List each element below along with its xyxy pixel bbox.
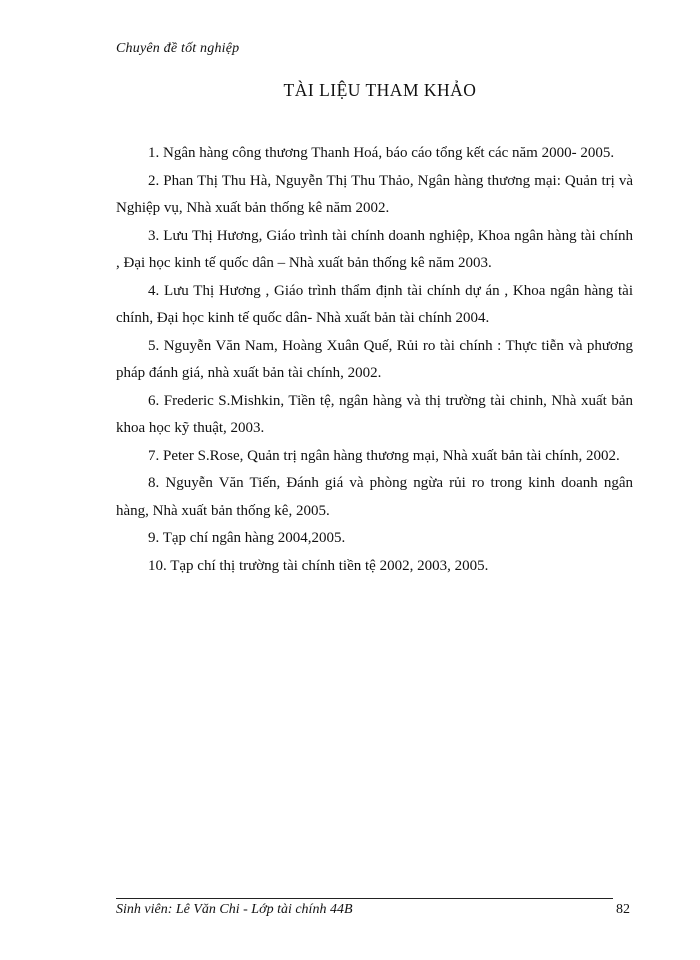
footer-divider <box>116 898 613 899</box>
running-header: Chuyên đề tốt nghiệp <box>116 41 240 56</box>
page-number: 82 <box>616 902 630 917</box>
page-title: TÀI LIỆU THAM KHẢO <box>283 80 477 100</box>
reference-item-6: 6. Frederic S.Mishkin, Tiền tệ, ngân hàng và thị trường tài chinh, Nhà xuất bản khoa học kỹ thuật, 2003. <box>116 392 633 436</box>
reference-list <box>116 140 633 580</box>
reference-item-8: 8. Nguyễn Văn Tiến, Đánh giá và phòng ngừa rủi ro trong kinh doanh ngân hàng, Nhà xuất bản thống kê, 2005. <box>116 475 633 519</box>
reference-item-1: 1. Ngân hàng công thương Thanh Hoá, báo cáo tổng kết các năm 2000- 2005. <box>148 145 615 161</box>
footer-student-line: Sinh viên: Lê Văn Chi - Lớp tài chính 44B <box>116 902 353 917</box>
reference-item-4: 4. Lưu Thị Hương , Giáo trình thẩm định tài chính dự án , Khoa ngân hàng tài chính, Đại học kinh tế quốc dân- Nhà xuất bản tài chính 2004. <box>116 282 633 326</box>
reference-item-7: 7. Peter S.Rose, Quản trị ngân hàng thương mại, Nhà xuất bản tài chính, 2002. <box>148 447 620 464</box>
reference-item-3: 3. Lưu Thị Hương, Giáo trình tài chính doanh nghiệp, Khoa ngân hàng tài chính , Đại học kinh tế quốc dân – Nhà xuất bản thống kê năm 2003. <box>116 227 633 271</box>
reference-item-9: 9. Tạp chí ngân hàng 2004,2005. <box>148 530 346 546</box>
reference-item-10: 10. Tạp chí thị trường tài chính tiền tệ 2002, 2003, 2005. <box>148 557 489 574</box>
reference-item-5: 5. Nguyễn Văn Nam, Hoàng Xuân Quế, Rủi ro tài chính : Thực tiễn và phương pháp đánh giá, nhà xuất bản tài chính, 2002. <box>116 337 633 381</box>
reference-item-2: 2. Phan Thị Thu Hà, Nguyễn Thị Thu Thảo, Ngân hàng thương mại: Quản trị và Nghiệp vụ, Nhà xuất bản thống kê năm 2002. <box>116 172 633 216</box>
